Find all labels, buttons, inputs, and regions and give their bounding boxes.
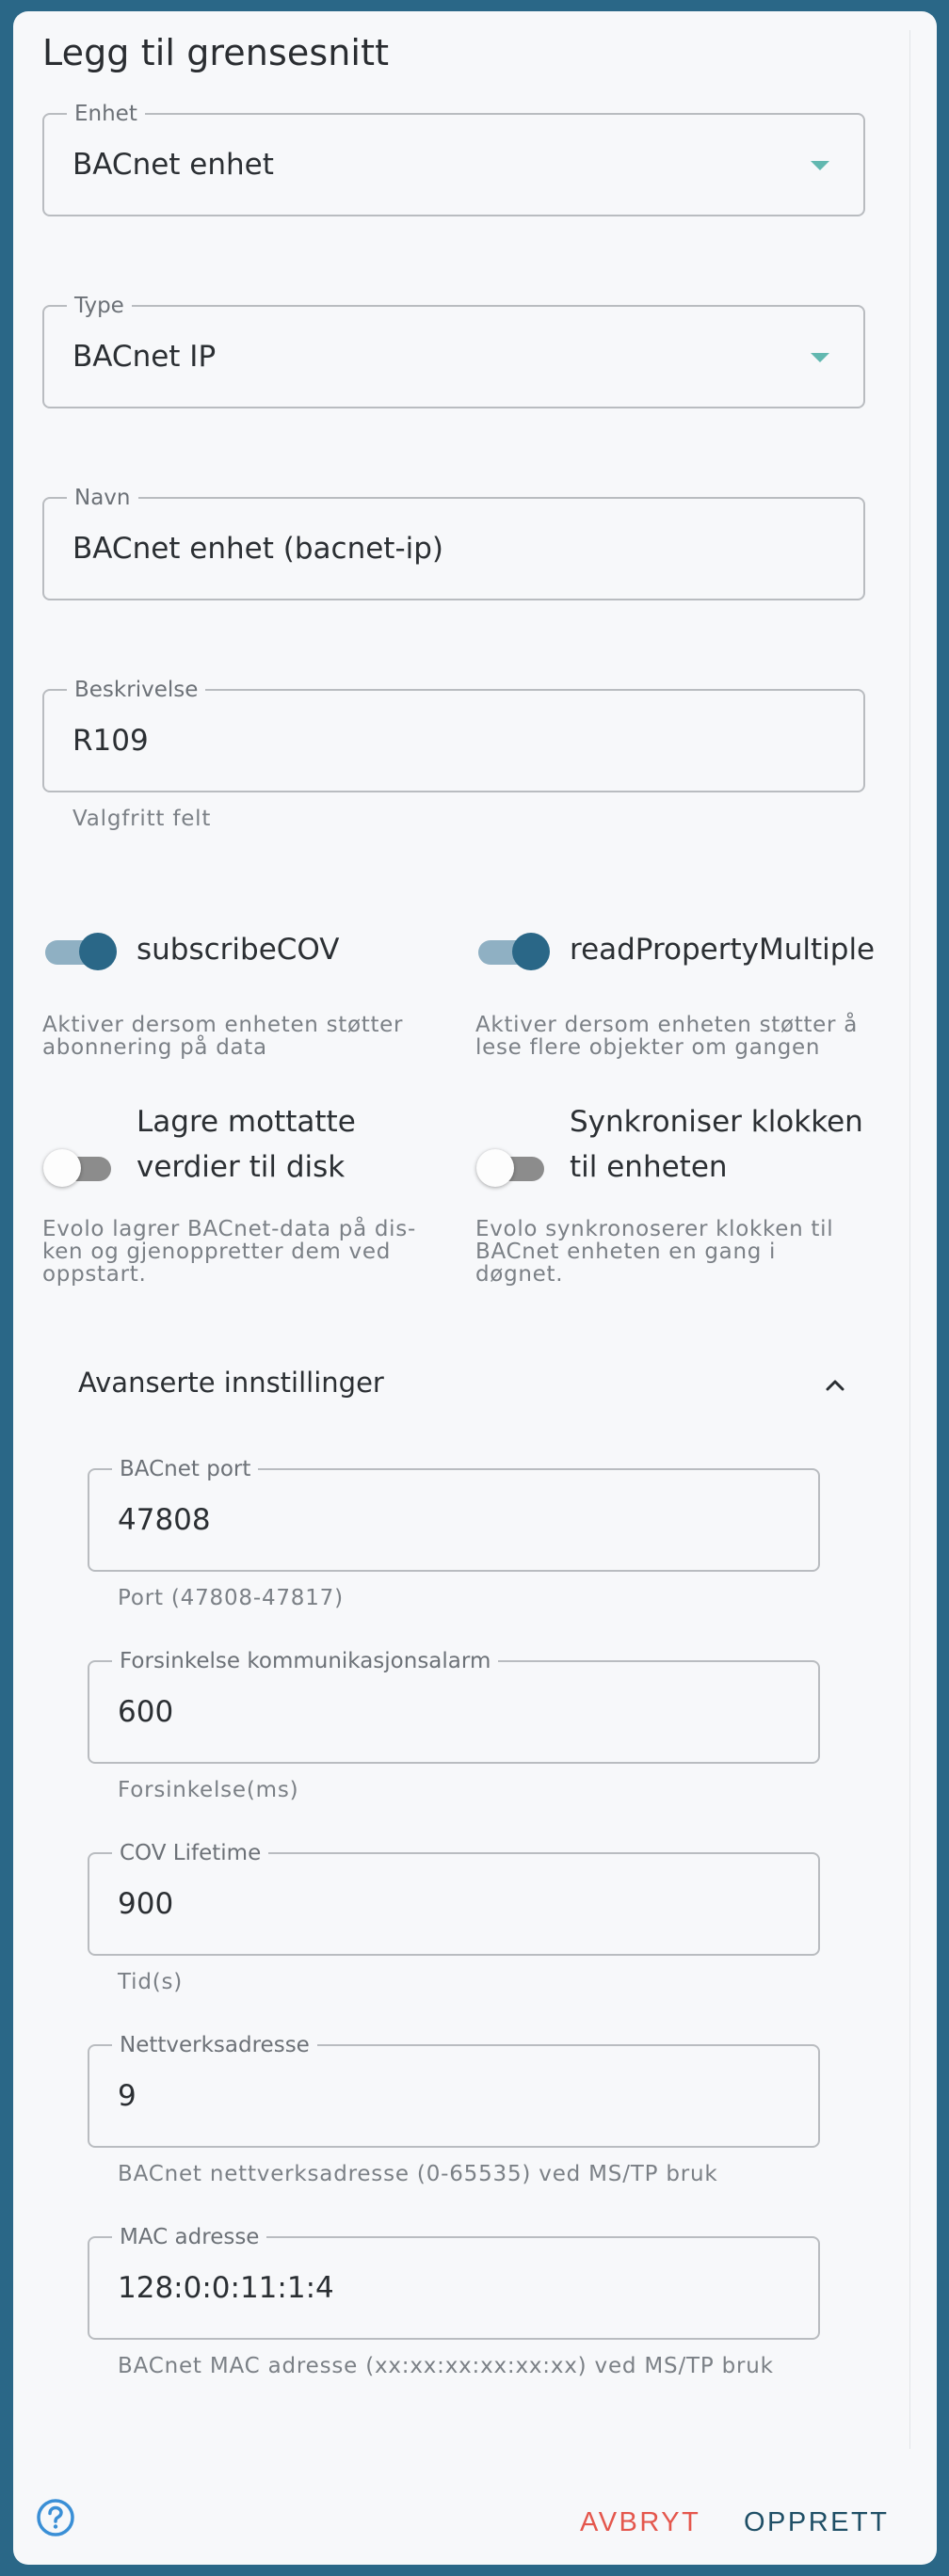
subscribe-cov-help [42,1014,438,1059]
store-to-disk-help-line: oppstart. [42,1262,147,1287]
unit-select-value: BACnet enhet [72,148,274,182]
network-address-input[interactable] [88,2033,820,2148]
description-helper: Valgfritt felt [72,807,212,831]
add-interface-dialog [13,11,937,2565]
store-to-disk-label [137,1099,356,1190]
subscribe-cov-help-line: Aktiver dersom enheten støtter [42,1013,404,1037]
unit-select-label: Enhet [67,101,145,127]
sync-clock-help-line: døgnet. [475,1262,564,1287]
description-input-label: Beskrivelse [67,677,205,703]
advanced-settings-title: Avanserte innstillinger [78,1367,384,1399]
bacnet-port-value: 47808 [118,1503,211,1537]
caret-down-icon [811,353,829,362]
network-address-value: 9 [118,2079,137,2113]
comm-alarm-delay-input[interactable] [88,1649,820,1764]
scroll-track[interactable] [909,30,923,2449]
subscribe-cov-toggle[interactable] [45,929,115,970]
caret-down-icon [811,161,829,170]
type-select-value: BACnet IP [72,340,217,374]
cov-lifetime-value: 900 [118,1887,174,1921]
read-property-multiple-help-line: lese flere objekter om gangen [475,1035,821,1060]
toggle-thumb [512,933,550,970]
store-to-disk-help-line: Evolo lagrer BACnet-data på dis- [42,1217,416,1241]
sync-clock-label-line: Synkroniser klokken [570,1105,863,1139]
cov-lifetime-label: COV Lifetime [112,1840,268,1866]
read-property-multiple-toggle[interactable] [478,929,548,970]
type-select-label: Type [67,293,132,319]
sync-clock-help-line: BACnet enheten en gang i [475,1240,777,1264]
bacnet-port-input[interactable] [88,1457,820,1572]
read-property-multiple-help-line: Aktiver dersom enheten støtter å [475,1013,858,1037]
mac-address-helper: BACnet MAC adresse (xx:xx:xx:xx:xx:xx) ved MS/TP bruk [118,2354,774,2378]
store-to-disk-help [42,1218,438,1286]
toggle-thumb [43,1149,81,1187]
unit-select[interactable] [42,102,865,216]
store-to-disk-label-line: verdier til disk [137,1150,346,1184]
comm-alarm-delay-helper: Forsinkelse(ms) [118,1778,299,1802]
name-input-label: Navn [67,485,138,511]
comm-alarm-delay-value: 600 [118,1695,174,1729]
description-input[interactable] [42,678,865,792]
sync-clock-toggle[interactable] [478,1145,548,1187]
comm-alarm-delay-label: Forsinkelse kommunikasjonsalarm [112,1648,498,1674]
read-property-multiple-label: readPropertyMultiple [570,933,876,967]
sync-clock-label [570,1099,863,1190]
mac-address-input[interactable] [88,2225,820,2340]
cov-lifetime-input[interactable] [88,1841,820,1956]
toggle-thumb [476,1149,514,1187]
cancel-button[interactable]: AVBRYT [580,2507,701,2537]
name-input-value: BACnet enhet (bacnet-ip) [72,532,444,566]
advanced-settings-header[interactable] [56,1346,875,1421]
subscribe-cov-label: subscribeCOV [137,933,340,967]
store-to-disk-label-line: Lagre mottatte [137,1105,356,1139]
help-circle-icon[interactable] [35,2497,76,2538]
type-select[interactable] [42,294,865,408]
read-property-multiple-help [475,1014,871,1059]
bacnet-port-label: BACnet port [112,1456,258,1482]
name-input[interactable] [42,486,865,600]
mac-address-label: MAC adresse [112,2224,266,2250]
bacnet-port-helper: Port (47808-47817) [118,1586,344,1610]
sync-clock-help-line: Evolo synkronoserer klokken til [475,1217,834,1241]
sync-clock-help [475,1218,871,1286]
dialog-title: Legg til grensesnitt [42,32,390,73]
description-input-value: R109 [72,724,149,758]
subscribe-cov-help-line: abonnering på data [42,1035,267,1060]
chevron-up-icon[interactable] [824,1374,846,1397]
toggle-thumb [79,933,117,970]
mac-address-value: 128:0:0:11:1:4 [118,2271,334,2305]
cov-lifetime-helper: Tid(s) [118,1970,184,1994]
sync-clock-label-line: til enheten [570,1150,728,1184]
store-to-disk-toggle[interactable] [45,1145,115,1187]
store-to-disk-help-line: ken og gjenoppretter dem ved [42,1240,391,1264]
network-address-label: Nettverksadresse [112,2032,317,2058]
network-address-helper: BACnet nettverksadresse (0-65535) ved MS/TP bruk [118,2162,718,2186]
create-button[interactable]: OPPRETT [744,2507,890,2537]
